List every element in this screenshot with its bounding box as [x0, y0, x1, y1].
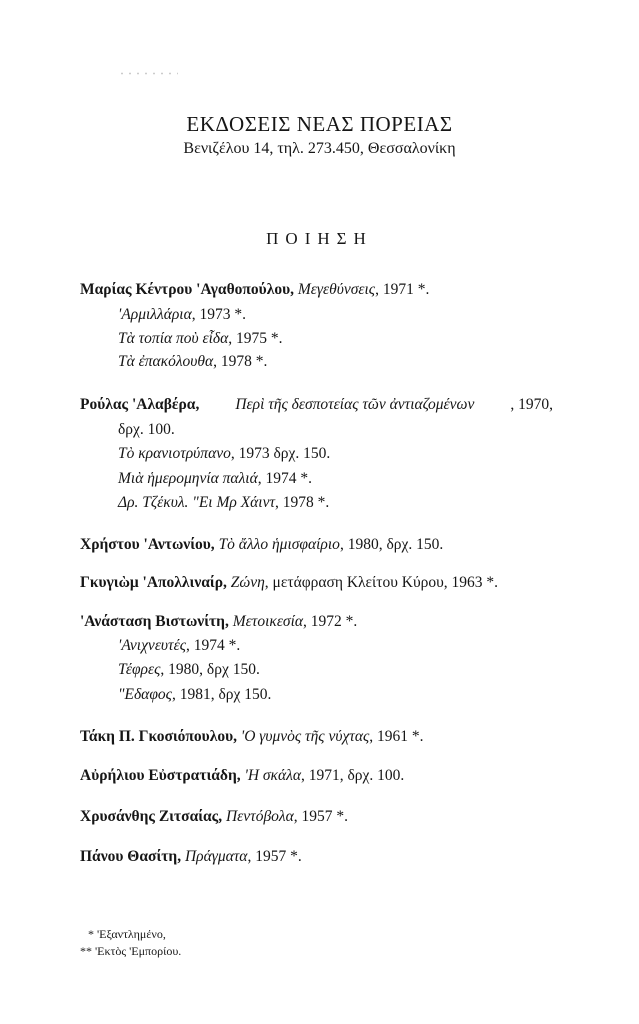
book-details: , 1978 *.	[275, 494, 330, 511]
book-title: Τέφρες	[118, 661, 161, 678]
book-details: , 1973 δρχ. 150.	[230, 445, 331, 462]
footnote-text: 'Εξαντλημένο,	[97, 927, 166, 941]
book-title: Μετοικεσία	[232, 613, 304, 630]
catalog-entry-continuation	[118, 494, 329, 512]
scan-speck	[118, 72, 178, 75]
book-details: , 1975 *.	[228, 330, 283, 347]
footnote	[88, 927, 166, 942]
book-details: , 1978 *.	[213, 353, 268, 370]
catalog-entry-continuation	[118, 421, 175, 439]
catalog-entry-continuation	[118, 330, 283, 348]
publisher-address: Βενιζέλου 14, τηλ. 273.450, Θεσσαλονίκη	[183, 140, 456, 157]
catalog-entry-continuation	[118, 306, 246, 324]
author-name: Γκυγιὼμ 'Απολλιναίρ,	[80, 574, 231, 591]
book-title: Περὶ τῆς δεσποτείας τῶν ἀντιαζομένων	[235, 396, 475, 413]
book-title: Δρ. Τζέκυλ. "Ει Μρ Χάιντ	[118, 494, 276, 511]
book-details: , 1980, δρχ. 150.	[339, 536, 444, 553]
catalog-entry-continuation	[118, 637, 240, 655]
book-title: Τὸ κρανιοτρύπανο	[118, 445, 231, 462]
book-details: , 1974 *.	[257, 470, 312, 487]
catalog-entry	[80, 396, 553, 414]
book-details: , 1971 *.	[375, 281, 430, 298]
catalog-entry	[80, 728, 424, 746]
catalog-entry-continuation	[118, 353, 267, 371]
section-title: ΠΟΙΗΣΗ	[266, 229, 373, 248]
catalog-entry	[80, 536, 443, 554]
catalog-entry	[80, 808, 348, 826]
footnote-text: 'Εκτὸς 'Εμπορίου.	[95, 944, 182, 958]
author-name: Χρήστου 'Αντωνίου,	[80, 536, 219, 553]
book-title: Τὰ τοπία ποὺ εἶδα	[118, 330, 229, 347]
book-details: , 1961 *.	[369, 728, 424, 745]
catalog-entry-continuation	[118, 686, 271, 704]
author-name: Τάκη Π. Γκοσιόπουλου,	[80, 728, 241, 745]
book-details: , 1980, δρχ 150.	[160, 661, 260, 678]
book-title: Τὸ ἄλλο ἡμισφαίριο	[218, 536, 340, 553]
book-title: 'Ανιχνευτές	[118, 637, 186, 654]
catalog-entry	[80, 767, 404, 785]
book-details: , 1970,	[510, 396, 553, 413]
book-title: Πεντόβολα	[225, 808, 294, 825]
book-details: , 1972 *.	[303, 613, 358, 630]
catalog-entry	[80, 574, 498, 592]
author-name: Μαρίας Κέντρου 'Αγαθοπούλου,	[80, 281, 298, 298]
book-title: Πράγματα	[184, 848, 248, 865]
catalog-entry	[80, 281, 429, 299]
book-title: "Εδαφος	[118, 686, 172, 703]
author-name: Ρούλας 'Αλαβέρα,	[80, 396, 200, 413]
book-details: , 1957 *.	[247, 848, 302, 865]
catalog-entry-continuation	[118, 445, 330, 463]
book-details: , 1981, δρχ 150.	[171, 686, 272, 703]
author-name: Αὐρήλιου Εὐστρατιάδη,	[80, 767, 245, 784]
catalog-entry-continuation	[118, 661, 260, 679]
catalog-entry-continuation	[118, 470, 312, 488]
book-title: 'Ο γυμνὸς τῆς νύχτας	[240, 728, 370, 745]
book-title: Τὰ ἐπακόλουθα	[118, 353, 214, 370]
publisher-name: ΕΚΔΟΣΕΙΣ ΝΕΑΣ ΠΟΡΕΙΑΣ	[186, 112, 453, 136]
footnote	[80, 944, 181, 959]
author-name: Πάνου Θασίτη,	[80, 848, 185, 865]
catalog-entry	[80, 613, 357, 631]
author-name: Χρυσάνθης Ζιτσαίας,	[80, 808, 226, 825]
book-title: Μιὰ ἡμερομηνία παλιά	[118, 470, 258, 487]
book-details: , 1971, δρχ. 100.	[300, 767, 405, 784]
author-name: 'Ανάσταση Βιστωνίτη,	[80, 613, 233, 630]
book-details: δρχ. 100.	[118, 421, 175, 438]
book-details: , 1973 *.	[191, 306, 247, 323]
footnote-mark: *	[88, 927, 94, 941]
book-details: , 1957 *.	[293, 808, 349, 825]
book-title: 'Η σκάλα	[244, 767, 301, 784]
book-title: Ζώνη	[230, 574, 265, 591]
book-title: Μεγεθύνσεις	[297, 281, 376, 298]
footnote-mark: **	[80, 944, 92, 958]
catalog-entry	[80, 848, 302, 866]
book-details: , 1974 *.	[185, 637, 241, 654]
book-details: , μετάφραση Κλείτου Κύρου, 1963 *.	[264, 574, 499, 591]
book-title: 'Αρμιλλάρια	[118, 306, 192, 323]
